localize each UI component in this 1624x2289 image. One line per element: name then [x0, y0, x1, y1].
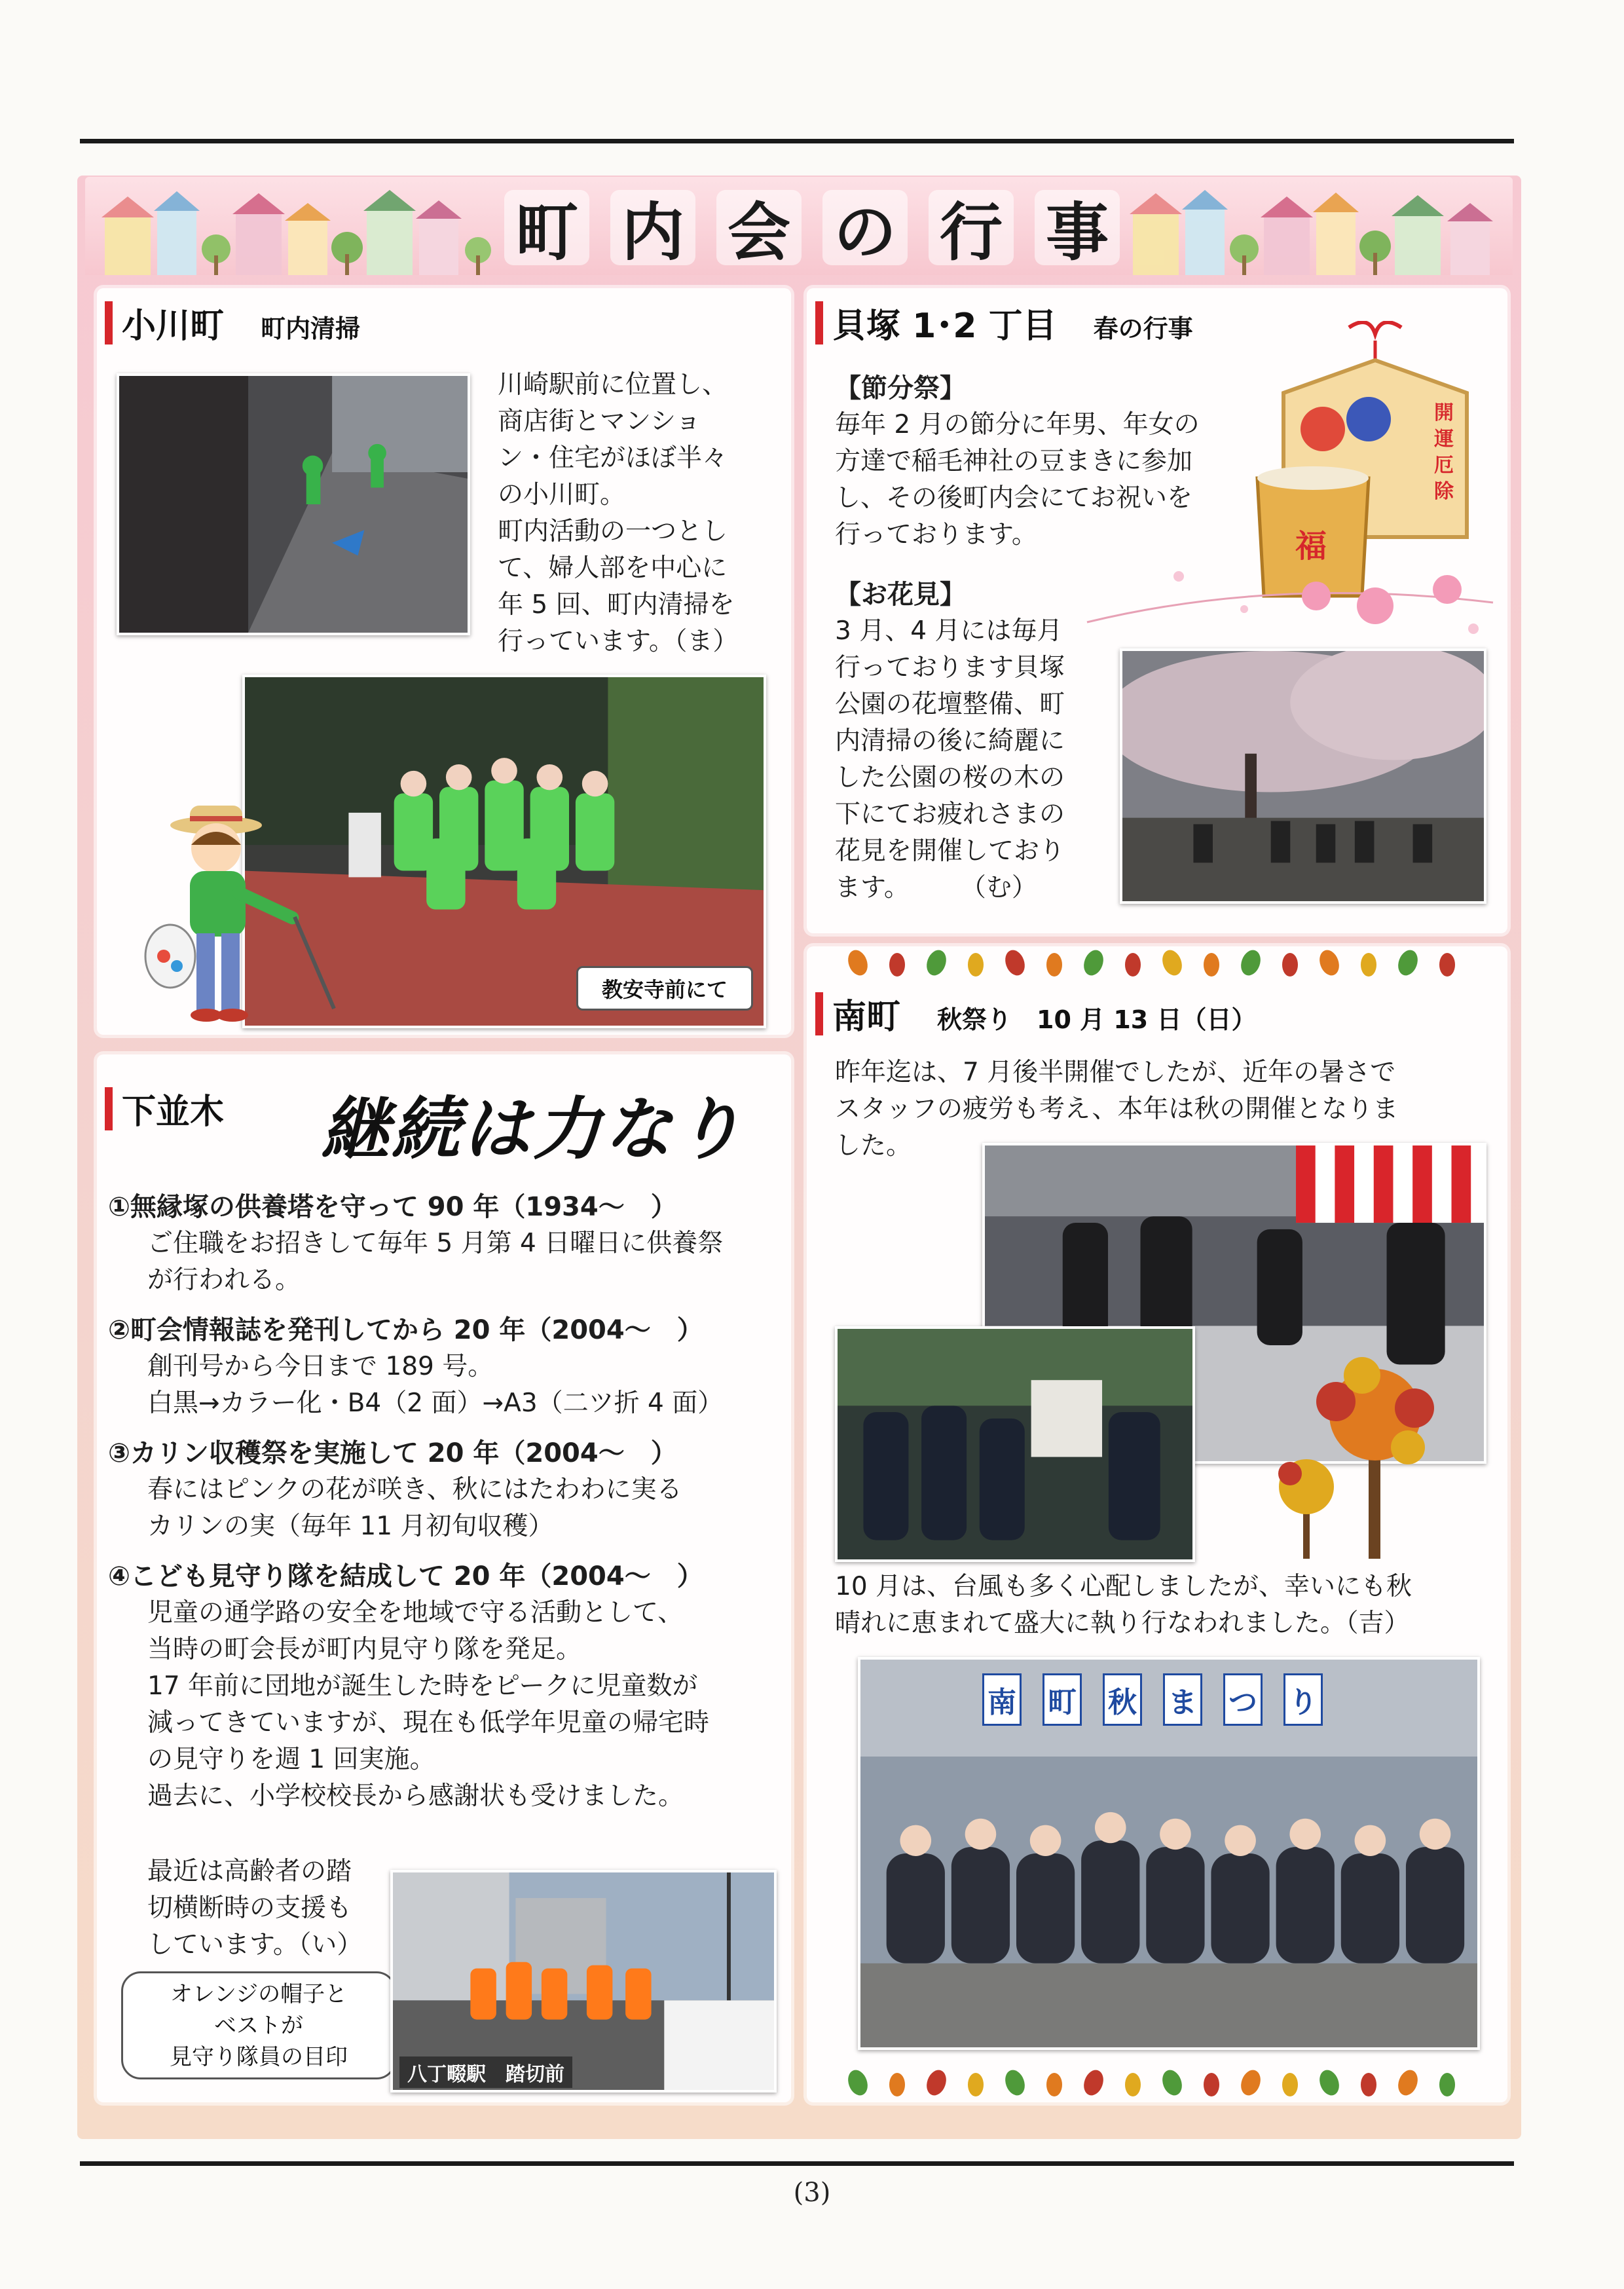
section-name: 小川町 — [122, 307, 225, 346]
heading-bar — [815, 992, 823, 1035]
sign-char: ま — [1163, 1673, 1202, 1726]
slogan: 継続は力なり — [321, 1089, 746, 1169]
kaizuka-hanami-photo — [1120, 648, 1486, 904]
sign-char: つ — [1223, 1673, 1263, 1726]
kaizuka-setsubun-text — [835, 370, 1306, 553]
item-line: 減ってきていますが、現在も低学年児童の帰宅時 — [147, 1708, 710, 1738]
item-line: 17 年前に団地が誕生した時をピークに児童数が — [147, 1671, 698, 1701]
autumn-leaves-bottom-border — [845, 2066, 1480, 2102]
sakura-blossom-decoration — [1080, 550, 1500, 648]
body-line: 3 月、4 月には毎月 — [835, 616, 1063, 646]
body-line: 行っています。（ま） — [498, 627, 739, 656]
ogawa-heading — [105, 298, 360, 347]
title-char: 行 — [929, 190, 1014, 265]
shimonamiki-items — [108, 1189, 783, 1815]
boy-with-trash-picker-illustration — [144, 799, 341, 1035]
ogawa-body — [498, 367, 786, 660]
body-line: 花見を開催しており — [835, 836, 1065, 866]
ema-char: 厄 — [1434, 454, 1454, 477]
body-line: 晴れに恵まれて盛大に執り行なわれました。（吉） — [835, 1609, 1410, 1638]
item-line: 創刊号から今日まで 189 号。 — [147, 1352, 494, 1381]
body-line: 切横断時の支援も — [147, 1893, 352, 1923]
ema-char: 除 — [1434, 480, 1454, 503]
page-title — [504, 190, 1120, 269]
sign-char: 秋 — [1103, 1673, 1142, 1726]
masu-char: 福 — [1295, 528, 1327, 565]
shimonamiki-closing — [147, 1853, 383, 1963]
section-name: 下並木 — [122, 1092, 225, 1132]
item-line: 児童の通学路の安全を地域で守る活動として、 — [147, 1598, 684, 1628]
body-line: 川崎駅前に位置し、 — [498, 370, 728, 400]
title-char: 内 — [610, 190, 695, 265]
body-line: 方達で稲毛神社の豆まきに参加 — [835, 447, 1193, 476]
festival-sign — [982, 1673, 1323, 1726]
callout-line: 見守り隊員の目印 — [170, 2043, 348, 2070]
body-line: 行っております貝塚 — [835, 653, 1065, 682]
section-name: 南町 — [832, 997, 901, 1037]
item-line: ご住職をお招きして毎年 5 月第 4 日曜日に供養祭 — [147, 1229, 724, 1258]
body-line: ン・住宅がほぼ半々 — [498, 443, 728, 473]
item-line: が行われる。 — [147, 1265, 301, 1295]
body-line: スタッフの疲労も考え、本年は秋の開催となりま — [835, 1094, 1399, 1124]
item-line: 春にはピンクの花が咲き、秋にはたわわに実る — [147, 1475, 682, 1504]
body-line: 町内活動の一つとし — [498, 517, 728, 546]
body-line: 昨年迄は、7 月後半開催でしたが、近年の暑さで — [835, 1058, 1396, 1087]
autumn-tree-illustration — [1264, 1349, 1486, 1565]
setsubun-label: 【節分祭】 — [835, 373, 966, 403]
minami-crowd-photo — [835, 1326, 1195, 1562]
body-line: 行っております。 — [835, 520, 1037, 549]
kaizuka-heading — [815, 298, 1193, 347]
ogawa-photo-caption: 教安寺前にて — [576, 966, 753, 1011]
autumn-leaves-top-border — [845, 946, 1480, 982]
ogawa-cleanup-photo — [117, 373, 470, 635]
body-line: 年 5 回、町内清掃を — [498, 590, 735, 620]
body-line: した公園の桜の木の — [835, 763, 1065, 792]
minami-outro — [835, 1569, 1496, 1642]
hanami-label: 【お花見】 — [835, 580, 966, 610]
callout-bubble — [121, 1971, 396, 2079]
item-line: 過去に、小学校校長から感謝状も受けました。 — [147, 1781, 684, 1811]
body-line: 10 月は、台風も多く心配しましたが、幸いにも秋 — [835, 1572, 1412, 1601]
section-subtitle: 秋祭り 10 月 13 日（日） — [937, 1005, 1257, 1034]
title-char: の — [822, 190, 908, 265]
body-line: 最近は高齢者の踏 — [147, 1857, 352, 1886]
ema-char: 開 — [1434, 401, 1454, 424]
body-line: 商店街とマンショ — [498, 407, 701, 436]
item-title: ②町会情報誌を発刊してから 20 年（2004～ ） — [108, 1315, 703, 1345]
body-line: 毎年 2 月の節分に年男、年女の — [835, 410, 1200, 439]
title-char: 会 — [716, 190, 802, 265]
item-line: 白黒→カラー化・B4（2 面）→A3（二ツ折 4 面） — [147, 1388, 724, 1418]
ema-char: 運 — [1434, 428, 1454, 451]
bottom-rule — [80, 2161, 1514, 2166]
body-line: 下にてお疲れさまの — [835, 800, 1065, 829]
callout-line: ベストが — [214, 2012, 303, 2039]
crossing-photo-caption: 八丁畷駅 踏切前 — [399, 2056, 572, 2088]
item-line: の見守りを週 1 回実施。 — [147, 1745, 435, 1774]
section-subtitle: 町内清掃 — [261, 314, 361, 343]
body-line: て、婦人部を中心に — [498, 553, 728, 583]
heading-bar — [105, 301, 113, 344]
sign-char: 町 — [1043, 1673, 1082, 1726]
body-line: 内清掃の後に綺麗に — [835, 726, 1065, 756]
item-title: ③カリン収穫祭を実施して 20 年（2004～ ） — [108, 1438, 677, 1468]
page-number: (3) — [793, 2178, 831, 2208]
body-line: し、その後町内会にてお祝いを — [835, 483, 1193, 513]
body-line: しています。（い） — [147, 1930, 363, 1960]
body-line: の小川町。 — [498, 480, 626, 510]
body-line: した。 — [835, 1131, 912, 1161]
callout-line: オレンジの帽子と — [170, 1981, 348, 2007]
shimonamiki-heading — [105, 1084, 224, 1133]
body-line: ます。 （む） — [835, 873, 1037, 903]
sign-char: 南 — [982, 1673, 1022, 1726]
item-title: ①無縁塚の供養塔を守って 90 年（1934～ ） — [108, 1192, 677, 1222]
section-subtitle: 春の行事 — [1093, 314, 1193, 343]
title-char: 事 — [1035, 190, 1120, 265]
body-line: 公園の花壇整備、町 — [835, 690, 1065, 719]
section-name: 貝塚 1･2 丁目 — [832, 307, 1057, 346]
kaizuka-hanami-text — [835, 576, 1110, 906]
heading-bar — [105, 1087, 113, 1130]
item-line: 当時の町会長が町内見守り隊を発足。 — [147, 1635, 582, 1664]
top-rule — [80, 139, 1514, 143]
minami-heading — [815, 989, 1256, 1038]
item-title: ④こども見守り隊を結成して 20 年（2004～ ） — [108, 1561, 703, 1591]
title-char: 町 — [504, 190, 589, 265]
sign-char: り — [1283, 1673, 1323, 1726]
heading-bar — [815, 301, 823, 344]
item-line: カリンの実（毎年 11 月初旬収穫） — [147, 1512, 554, 1541]
